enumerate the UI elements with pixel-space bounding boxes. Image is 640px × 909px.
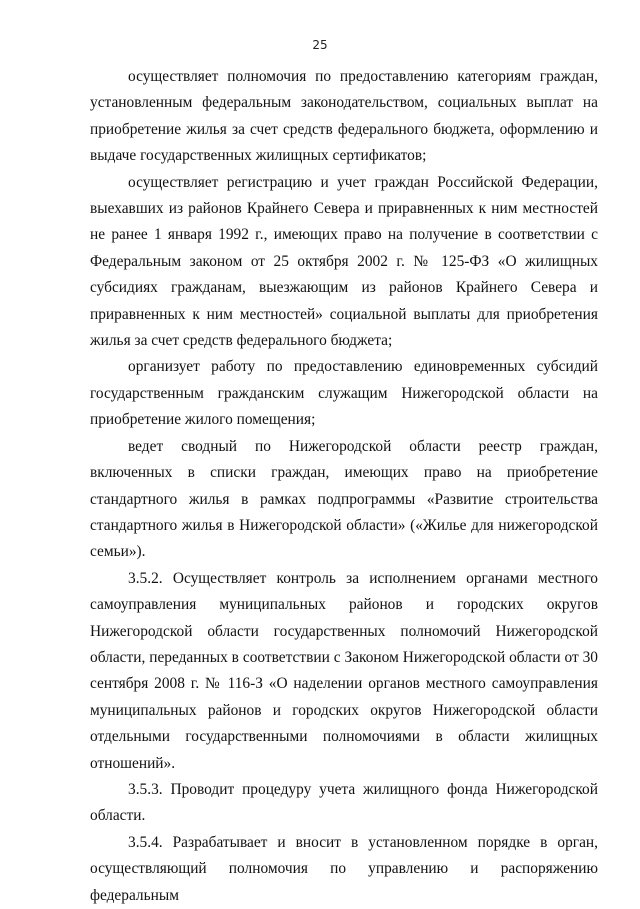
paragraph-far-north-registration: осуществляет регистрацию и учет граждан Российской Федерации, выехавших из районов Крайнего Севера и приравненных к ним местностей не ранее 1 января 1992 г., имеющих право на получение в соответствии с Федеральным законом от 25 октября 2002 г. № 125-ФЗ «О жилищных субсидиях гражданам, выезжающим из районов Крайнего Севера и приравненных к ним местностей» социальной выплаты для приобретения жилья за счет средств федерального бюджета; [90, 173, 598, 350]
paragraph-standard-housing-register: ведет сводный по Нижегородской области реестр граждан, включенных в списки граждан, имеющих право на приобретение стандартного жилья в рамках подпрограммы «Развитие строительства стандартного жилья в Нижегородской области» («Жилье для нижегородской семьи»). [90, 437, 598, 561]
paragraph-3-5-2: 3.5.2. Осуществляет контроль за исполнением органами местного самоуправления муниципальных районов и городских округов Нижегородской области государственных полномочий Нижегородской области, переданных в соответствии с Законом Нижегородской области от 30 сентября 2008 г. № 116-З «О наделении органов местного самоуправления муниципальных районов и городских округов Нижегородской области отдельными государственными полномочиями в области жилищных отношений». [90, 569, 598, 772]
page-number: 25 [312, 38, 328, 52]
paragraph-civil-servant-subsidies: организует работу по предоставлению единовременных субсидий государственным гражданским служащим Нижегородской области на приобретение жилого помещения; [90, 358, 598, 429]
paragraph-3-5-4: 3.5.4. Разрабатывает и вносит в установленном порядке в орган, осуществляющий полномочия по управлению и распоряжению федеральным [90, 833, 598, 904]
paragraph-3-5-3: 3.5.3. Проводит процедуру учета жилищного фонда Нижегородской области. [90, 780, 598, 825]
document-body [90, 64, 598, 909]
paragraph-housing-payments: осуществляет полномочия по предоставлению категориям граждан, установленным федеральным законодательством, социальных выплат на приобретение жилья за счет средств федерального бюджета, оформлению и выдаче государственных жилищных сертификатов; [90, 68, 598, 165]
